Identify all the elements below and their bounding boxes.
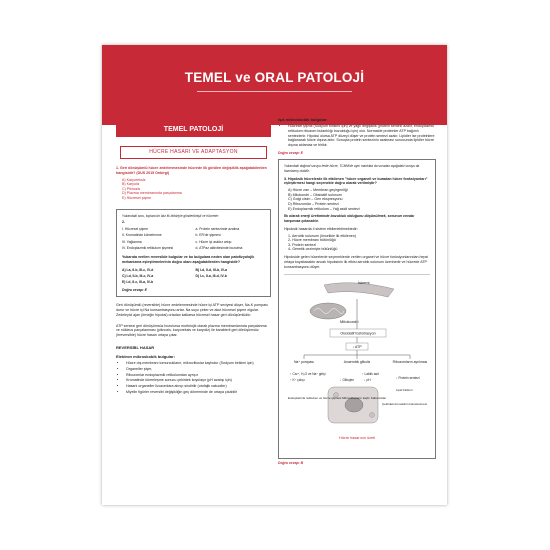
electron-findings-list xyxy=(116,361,271,395)
list-item: • Hasarlı organeller lizozomlara alınıp sindirilir (otofajik vakuoller) xyxy=(126,384,271,389)
paragraph-irreversible: ATP sentezi geri dönüşümsüz bozulursa morfolojik olarak plazma membranlarında parçalanma ve nükleus parçalanması (piknozis, karyoreksis ve karyoliz) ile karakterli geri dönüşümsüz (irreversible) hücre hasarı ortaya çıkar. xyxy=(116,323,267,338)
paragraph-reversible: Geri dönüşümlü (reversible) hücre zedelenmesinde hücre içi ATP seviyesi düşer, Na-K pompası durur ve hücre içi Na konsantrasyonu artar. Na suyu çeker ve akut hücresel şişme olgular. Zedeleyici ajan (örneğin hipoksi) ortadan kalkarsa hücresel hasar geri dönüşümlüdür. xyxy=(116,303,268,317)
diagram-title: Hücre hasarının özeti xyxy=(338,436,376,441)
ribo-label: Ribozomların ayrılması xyxy=(392,360,428,365)
question-2-stem: Yukarıda verilen reversible bulgular ve bu bulgulara neden olan patofizyolojik mekanizma eşleştirmelerinin doğru olanı aşağıdakilerden hangisidir? xyxy=(122,254,255,264)
mitokondri-label: Mitokondri xyxy=(340,319,359,325)
iskemi-label: İskemi xyxy=(358,280,370,286)
anaerob-label: Anaerobik glikoliz xyxy=(343,360,371,365)
question-2-box xyxy=(116,209,271,298)
question-1-options xyxy=(116,178,271,201)
lipid-label: Lipid birikimi xyxy=(396,388,413,393)
title-underline xyxy=(197,91,352,92)
answer-label-2: Doğru cevap: B xyxy=(278,461,304,466)
list-item: • Kromatinde kümeleşme sonucu çekirdek koyulaşır (pH azalışı için) xyxy=(126,378,271,383)
option: B) Mitokondri – Oksidatif solunum xyxy=(288,192,342,197)
match-item: c. Hücre içi asidoz artışı xyxy=(195,239,232,244)
question-2-number: 2. xyxy=(122,220,125,225)
option: D) Plazma membranında parçalanma xyxy=(122,191,182,196)
nucleus-shape xyxy=(345,398,363,412)
box-intro: Yukarıdaki soru, toplara bir bkz ilk birbiriyle gönderilmişti ve hücrede: xyxy=(122,213,219,218)
box-closing: Hipokside gelen hücrelerde seçeneklerde verilen organel ve hücre fonksiyonlarından hepsi ortaya koyabacaktır ancak hipoksinin ilk etkisi aerobik solunum üzerinedir ve hücrede ATP konsantrasyonu düşer. xyxy=(284,254,429,269)
subsection-title: HÜCRE HASARI VE ADAPTASYON xyxy=(120,146,267,159)
list-item: 3- Protein sentezi xyxy=(288,242,316,247)
option: A) Karyoreksis xyxy=(122,177,146,182)
match-item: II. Kromatinde kümelenme xyxy=(122,233,162,238)
question-1-stem: 1. Geri dönüşümlü hücre zedelenmesinde hücrede ilk görülen değişiklik aşağıdakilerden hangisidir? (DUS 2015 Onbirgi) xyxy=(116,166,267,175)
question-3-box xyxy=(278,159,436,459)
oksidatif-label: Oksidatif fosforilasyon xyxy=(340,331,376,336)
match-item: d. ATPaz aktivitesinde bozulma xyxy=(195,245,243,250)
list-item: • Organeller şişer, xyxy=(126,367,271,372)
list-item: • Ribozomlar endoplazmik retikulumdan ayrışır xyxy=(126,373,271,378)
option: D) Ribozomlar – Protein sentezi xyxy=(288,201,339,206)
na-pump-label: Na⁺ pompası xyxy=(293,360,315,365)
light-micro-heading: Işık mikroskobik bulgular: xyxy=(278,117,328,122)
box-intro: Yukarıdaki doğmal soruyu lerde hücre, TCMM'de aynı mantıkta da sorudan aşağıdaki soruyu da hazırlamış olabilir: xyxy=(284,163,420,173)
choice: B) I-d, II-d, III-b, IV-a xyxy=(195,267,227,272)
choice: C) I-d, II-b, III-c, IV-a xyxy=(122,273,154,278)
reversible-heading: REVERSİBL HASAR xyxy=(116,344,155,350)
laktik-label: ↑ Laktik asit xyxy=(362,372,379,377)
chapter-banner xyxy=(102,45,447,125)
box-note: İlk olarak enerji üretiminde bozukluk olduğunu düşünülmek, sorunun cevabı karşımıza çıkacaktır. xyxy=(284,214,415,223)
list-item: • Hücre dış membranı tomurcuklanır, mikrovilluslar kaybolur (Sodyum birikimi için) xyxy=(126,361,271,366)
list-item: 1- Aerobik solunum (öncelikle ilk etkilenen) xyxy=(288,233,356,238)
mitochondrion-shape xyxy=(310,303,346,319)
matching-grid xyxy=(122,227,265,251)
section-title: TEMEL PATOLOJİ xyxy=(116,123,271,137)
choice: D) I-c, II-a, III-d, IV-b xyxy=(195,273,227,278)
list-item: 4- Genetik cezimiçte bütünlüğü xyxy=(288,247,338,252)
list-item: • Hücresel şişme (Sodyum birikimi için) ve yağlı değişiklik (protein sentezi azalır, endoplazmik retikulum ribozom bulantılığı bozulduğu için) olur. Normalde proteinler ATP bağımlı sentezlenir. Hipoksi olursa ATP düzeyi düşer ve protein sentezi azalır. Lipidler ise proteinlere bağlanarak hücre dışına atılır. Sonuçta protein sentezinin azalması sonucunda lipidler hücre dışına atılamaz ve birikir. xyxy=(288,124,436,148)
chapter-title: TEMEL ve ORAL PATOLOJİ xyxy=(184,70,365,85)
glikojen-label: ↓ Glikojen xyxy=(340,378,354,383)
option: A) Hücre zarı – Membran geçirgenliği xyxy=(288,188,348,193)
question-3-options xyxy=(284,188,430,211)
sequence-list xyxy=(284,234,430,252)
option: B) Karyoliz xyxy=(122,182,140,187)
list-item: • Miyelin figürler reversibl değişikliğin geç döneminde de ortaya çıkabilir xyxy=(126,390,271,395)
match-item: IV. Endoplazmik retikulum şişmesi xyxy=(122,245,174,250)
match-item: III. Yağlanma xyxy=(122,239,142,244)
er-label: Endoplazmik retikulum ve hücre şişmesi Mikrovillusların kaybı Kabarcıklar xyxy=(288,396,387,401)
choice: A) I-a, II-b, III-c, IV-d xyxy=(122,267,154,272)
sequence-title: Hipoksik hasarda 4 sistem etkilenebilmektedir: xyxy=(284,226,358,231)
option: E) Endoplazmik retikulum – Yağ asidi sentezi xyxy=(288,206,360,211)
choice: E) I-d, II-c, III-a, IV-b xyxy=(122,279,154,284)
light-findings-list xyxy=(278,124,436,148)
answer-label: Doğru cevap: E xyxy=(122,288,147,293)
left-column xyxy=(116,117,271,396)
right-column xyxy=(278,117,436,465)
k-out-label: ↑ K⁺ çıkışı xyxy=(290,378,305,383)
list-item: 2- Hücre membranı bütünlüğü xyxy=(288,238,336,243)
option: E) Hücresel şişme xyxy=(122,195,152,200)
match-item: a. Protein sentezinde azalma xyxy=(195,227,240,232)
electron-heading: Elektron mikroskobik bulgular: xyxy=(116,353,175,359)
option: C) Golgi cisim – Gen ekspresyonu xyxy=(288,197,343,202)
na-in-label: ↑ Ca²⁺, H₂O ve Na⁺ girişi xyxy=(290,372,326,377)
cell-injury-flowchart xyxy=(284,279,430,449)
atp-label: ↓ ATP xyxy=(352,345,362,350)
question-3-stem: 3. Hipoksik hücrelerde ilk etkilenen "hücre organeli ve buradan hücre fonksiyonları" eşleştirmesi hangi seçenekte doğru olarak verilmiştir? xyxy=(284,176,428,186)
option: C) Piknozis xyxy=(122,186,141,191)
book-page xyxy=(102,45,447,505)
ph-label: ↓ pH xyxy=(364,378,371,383)
kromatin-label: Çekirdek kromatinin kümelenmesi xyxy=(382,402,428,407)
match-item: b. ER'de şişmesi xyxy=(195,233,221,238)
question-2-choices xyxy=(122,268,265,286)
answer-label: Doğru cevap: E xyxy=(278,150,303,155)
match-item: I. Hücresel şişme xyxy=(122,227,149,232)
protein-label: ↓ Protein sentezi xyxy=(396,376,420,381)
cell-injury-diagram xyxy=(284,274,430,454)
